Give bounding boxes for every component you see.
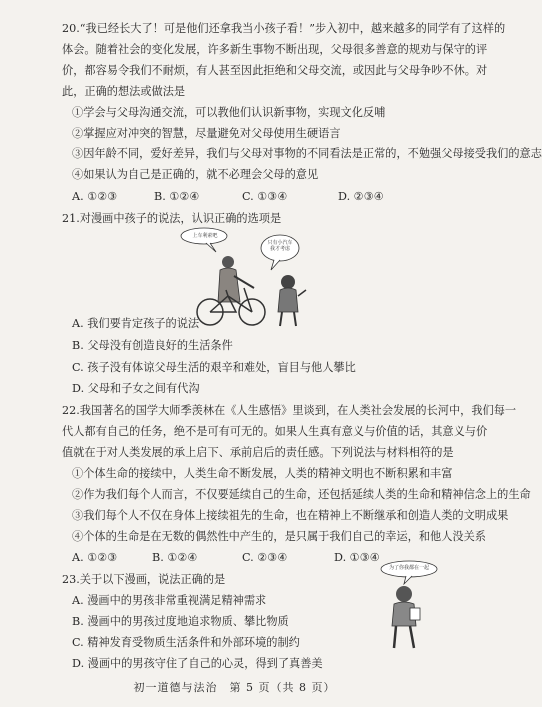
q20-statement-3: ③因年龄不同，爱好差异，我们与父母对事物的不同看法是正常的，不勉强父母接受我们的意志 bbox=[72, 147, 542, 160]
q20-options bbox=[72, 190, 445, 204]
q22-option-c[interactable]: C. ②③④ bbox=[242, 551, 288, 564]
q22-option-d[interactable]: D. ①③④ bbox=[334, 551, 380, 564]
q22-stem-line-1: 22.我国著名的国学大师季羡林在《人生感悟》里谈到，在人类社会发展的长河中，我们每一 bbox=[62, 404, 517, 417]
q22-statement-1: ①个体生命的接续中，人类生命不断发展，人类的精神文明也不断积累和丰富 bbox=[72, 467, 453, 480]
q21-option-a[interactable]: A. 我们要肯定孩子的说法 bbox=[72, 317, 200, 330]
q22-statement-4: ④个体的生命是在无数的偶然性中产生的，是只属于我们自己的幸运，和他人没关系 bbox=[72, 530, 486, 543]
q20-stem-line-3: 价，都容易令我们不耐烦，有人甚至因此拒绝和父母交流，或因此与父母争吵不休。对 bbox=[62, 64, 488, 77]
q22-stem-line-3: 值就在于对人类发展的承上启下、承前启后的责任感。下列说法与材料相符的是 bbox=[62, 446, 454, 459]
q22-statement-3: ③我们每个人不仅在身体上接续祖先的生命，也在精神上不断继承和创造人类的文明成果 bbox=[72, 509, 509, 522]
q20-stem-line-1: 20.“我已经长大了！可是他们还拿我当小孩子看！”步入初中，越来越多的同学有了这样的 bbox=[62, 22, 506, 35]
q21-option-c[interactable]: C. 孩子没有体谅父母生活的艰辛和难处，盲目与他人攀比 bbox=[72, 361, 356, 374]
q23-option-d[interactable]: D. 漫画中的男孩守住了自己的心灵，得到了真善美 bbox=[72, 657, 323, 670]
q23-option-a[interactable]: A. 漫画中的男孩非常重视满足精神需求 bbox=[72, 594, 267, 607]
q20-statement-2: ②掌握应对冲突的智慧，尽量避免对父母使用生硬语言 bbox=[72, 127, 341, 140]
q21-bubble-right: 只有小汽车 bbox=[267, 240, 293, 246]
q22-stem-line-2: 代人都有自己的任务，绝不是可有可无的。如果人生真有意义与价值的话，其意义与价 bbox=[62, 425, 488, 438]
q22-option-a[interactable]: A. ①②③ bbox=[72, 551, 118, 564]
q23-option-c[interactable]: C. 精神发育受物质生活条件和外部环境的制约 bbox=[72, 636, 300, 649]
q20-option-c[interactable]: C. ①③④ bbox=[242, 190, 288, 203]
q20-stem-line-4: 此，正确的想法或做法是 bbox=[62, 85, 186, 98]
q23-bubble: 为了你我都在一起 bbox=[388, 565, 429, 571]
q20-option-b[interactable]: B. ①②④ bbox=[154, 190, 200, 203]
page-footer: 初一道德与法治 第 5 页（共 8 页） bbox=[133, 681, 336, 694]
q23-cartoon bbox=[376, 560, 442, 654]
q21-option-d[interactable]: D. 父母和子女之间有代沟 bbox=[72, 382, 200, 395]
q20-statement-4: ④如果认为自己是正确的，就不必理会父母的意见 bbox=[72, 168, 319, 181]
q22-statement-2: ②作为我们每个人而言，不仅要延续自己的生命，还包括延续人类的生命和精神信念上的生命 bbox=[72, 488, 531, 501]
q21-bubble-left: 上车利索吧 bbox=[192, 233, 218, 239]
q22-option-b[interactable]: B. ①②④ bbox=[152, 551, 198, 564]
q21-option-b[interactable]: B. 父母没有创造良好的生活条件 bbox=[72, 339, 233, 352]
q21-cartoon bbox=[176, 226, 336, 330]
q21-stem: 21.对漫画中孩子的说法，认识正确的选项是 bbox=[62, 212, 282, 225]
q20-option-d[interactable]: D. ②③④ bbox=[338, 190, 384, 203]
q20-stem-line-2: 体会。随着社会的变化发展，许多新生事物不断出现，父母很多善意的规劝与保守的评 bbox=[62, 43, 488, 56]
q23-option-b[interactable]: B. 漫画中的男孩过度地追求物质、攀比物质 bbox=[72, 615, 289, 628]
q21-bubble-right-2: 我才考虑 bbox=[269, 246, 290, 252]
q20-option-a[interactable]: A. ①②③ bbox=[72, 190, 118, 203]
q23-stem: 23.关于以下漫画，说法正确的是 bbox=[62, 573, 226, 586]
q20-statement-1: ①学会与父母沟通交流，可以教他们认识新事物，实现文化反哺 bbox=[72, 106, 386, 119]
